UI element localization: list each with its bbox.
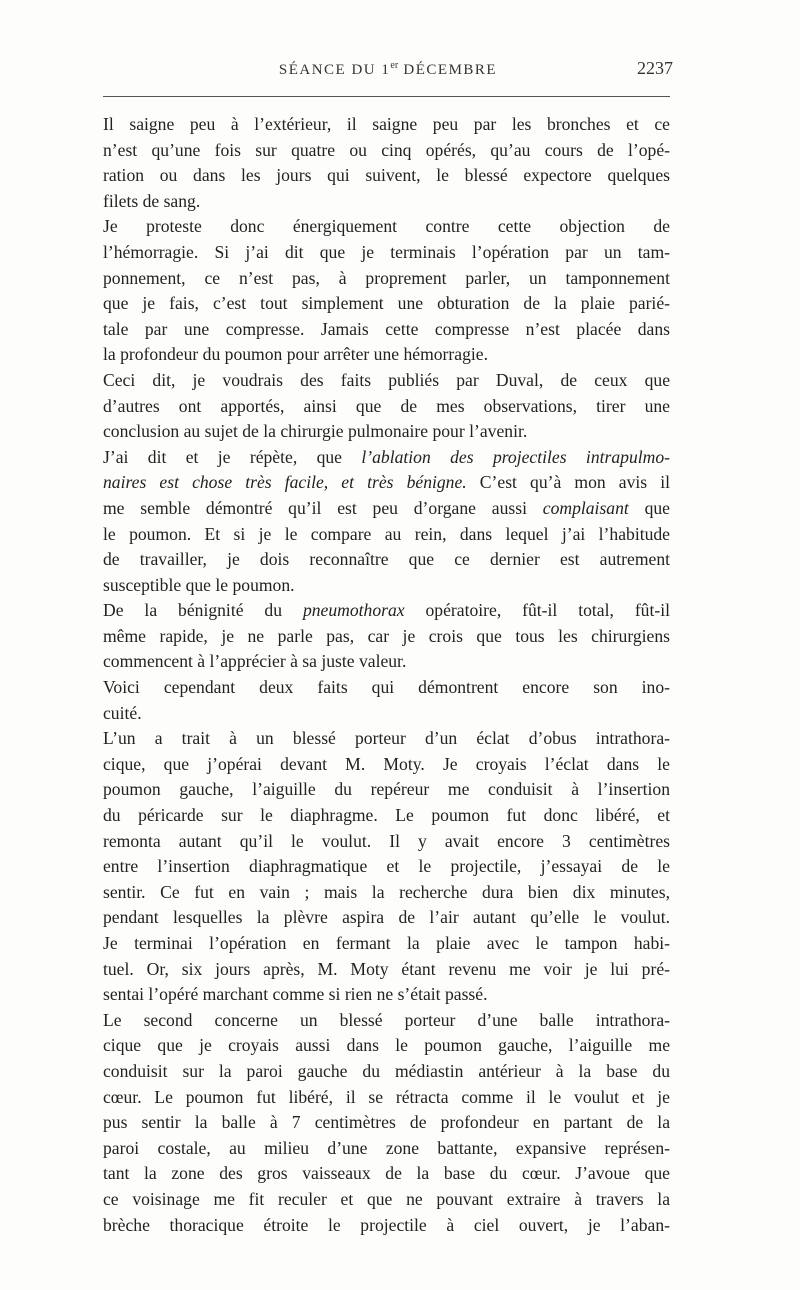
text-line: Je proteste donc énergiquement contre cette objection de: [103, 216, 670, 237]
text-line: Le second concerne un blessé porteur d’une balle intrathora-: [103, 1009, 670, 1030]
text-line: ponnement, ce n’est pas, à proprement parler, un tamponnement: [103, 267, 670, 288]
text-line: tant la zone des gros vaisseaux de la base du cœur. J’avoue que: [103, 1163, 670, 1184]
text-line: J’ai dit et je répète, que l’ablation des projectiles intrapulmo-: [103, 446, 670, 467]
italic-phrase: pneumothorax: [302, 600, 405, 621]
text-line: pendant lesquelles la plèvre aspira de l’air autant qu’elle le voulut.: [103, 907, 670, 928]
text-line: cuité.: [103, 702, 142, 723]
italic-phrase: naires est chose très facile, et très bénigne.: [103, 472, 467, 493]
text-line: conduisit sur la paroi gauche du médiastin antérieur à la base du: [103, 1060, 670, 1081]
text-line: De la bénignité du pneumothorax opératoire, fût-il total, fût-il: [103, 600, 670, 621]
text-line: que je fais, c’est tout simplement une obturation de la plaie parié-: [103, 293, 670, 314]
text-line: naires est chose très facile, et très bénigne. C’est qu’à mon avis il: [103, 472, 670, 493]
body-text: [103, 112, 670, 1238]
page-number: 2237: [637, 58, 673, 78]
text-line: remonta autant qu’il le voulut. Il y avait encore 3 centimètres: [103, 830, 670, 851]
text-line: brèche thoracique étroite le projectile à ciel ouvert, je l’aban-: [103, 1214, 670, 1235]
italic-phrase: l’ablation des projectiles intrapulmo-: [361, 446, 670, 467]
text-line: cœur. Le poumon fut libéré, il se rétracta comme il le voulut et je: [103, 1086, 670, 1107]
page-header: [103, 60, 673, 86]
text-line: tuel. Or, six jours après, M. Moty étant revenu me voir je lui pré-: [103, 958, 670, 979]
text-line: Je terminai l’opération en fermant la plaie avec le tampon habi-: [103, 933, 670, 953]
text-line: du péricarde sur le diaphragme. Le poumon fut donc libéré, et: [103, 805, 670, 826]
text-line: même rapide, je ne parle pas, car je crois que tous les chirurgiens: [103, 625, 670, 646]
text-line: de travailler, je dois reconnaître que ce dernier est autrement: [103, 549, 670, 570]
text-line: ce voisinage me fit reculer et que ne pouvant extraire à travers la: [103, 1188, 670, 1209]
running-title: SÉANCE DU 1er DÉCEMBRE: [278, 60, 498, 78]
text-line: sentir. Ce fut en vain ; mais la recherche dura bien dix minutes,: [103, 881, 670, 902]
header-rule: [103, 96, 670, 97]
italic-phrase: complaisant: [542, 497, 629, 518]
text-line: paroi costale, au milieu d’une zone battante, expansive représen-: [103, 1137, 670, 1158]
text-line: la profondeur du poumon pour arrêter une hémorragie.: [103, 344, 488, 365]
text-line: Ceci dit, je voudrais des faits publiés par Duval, de ceux que: [103, 369, 670, 390]
text-line: ration ou dans les jours qui suivent, le blessé expectore quelques: [103, 165, 670, 186]
text-line: poumon gauche, l’aiguille du repéreur me conduisit à l’insertion: [103, 779, 670, 800]
text-line: susceptible que le poumon.: [103, 574, 295, 595]
text-line: l’hémorragie. Si j’ai dit que je terminais l’opération par un tam-: [103, 241, 670, 262]
text-line: filets de sang.: [103, 190, 201, 211]
text-line: Il saigne peu à l’extérieur, il saigne peu par les bronches et ce: [103, 114, 670, 134]
text-line: le poumon. Et si je le compare au rein, dans lequel j’ai l’habitude: [103, 523, 670, 544]
text-line: cique que je croyais aussi dans le poumon gauche, l’aiguille me: [103, 1035, 670, 1056]
text-line: L’un a trait à un blessé porteur d’un éclat d’obus intrathora-: [103, 728, 670, 749]
text-line: sentai l’opéré marchant comme si rien ne s’était passé.: [103, 984, 488, 1005]
text-line: n’est qu’une fois sur quatre ou cinq opérés, qu’au cours de l’opé-: [103, 139, 670, 160]
text-line: conclusion au sujet de la chirurgie pulmonaire pour l’avenir.: [103, 421, 528, 442]
text-line: cique, que j’opérai devant M. Moty. Je croyais l’éclat dans le: [103, 753, 670, 774]
text-line: me semble démontré qu’il est peu d’organe aussi complaisant que: [103, 497, 670, 518]
text-line: d’autres ont apportés, ainsi que de mes observations, tirer une: [103, 395, 670, 416]
text-line: Voici cependant deux faits qui démontrent encore son ino-: [103, 677, 670, 698]
text-line: pus sentir la balle à 7 centimètres de profondeur en partant de la: [103, 1112, 670, 1133]
text-line: tale par une compresse. Jamais cette compresse n’est placée dans: [103, 318, 670, 339]
text-line: entre l’insertion diaphragmatique et le projectile, j’essayai de le: [103, 856, 670, 877]
text-line: commencent à l’apprécier à sa juste valeur.: [103, 651, 407, 672]
